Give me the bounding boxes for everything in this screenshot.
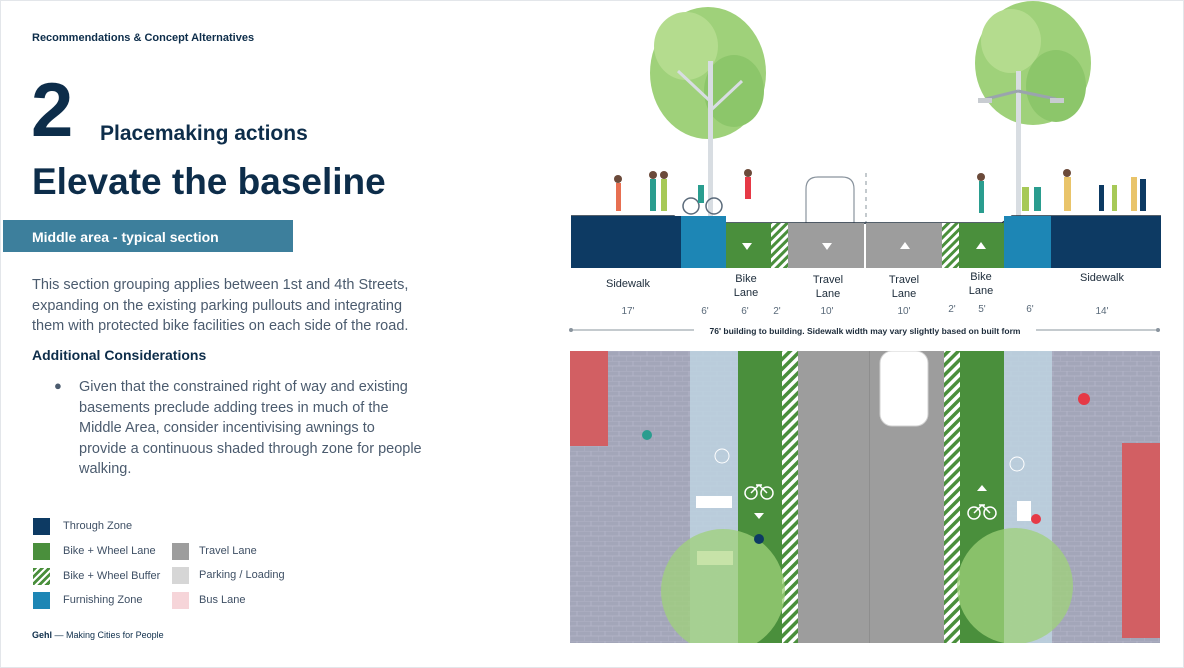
zone-width: 5' [978,304,986,315]
zone-width: 10' [820,306,834,317]
header-kicker: Recommendations & Concept Alternatives [32,32,255,44]
street-plan-view [570,351,1160,643]
zone-width: 6' [1026,304,1034,315]
legend-swatch [33,518,50,535]
people-illustration [614,169,1146,214]
zone-width: 10' [897,306,911,317]
zone-label-bike-right-1: Bike [970,271,992,283]
dimension-note: 76' building to building. Sidewalk width may vary slightly based on built form [709,326,1021,336]
zone-label-sidewalk-left: Sidewalk [605,278,651,290]
section-band-label: Middle area - typical section [32,229,219,245]
zone-bar-sidewalk-left [571,216,681,268]
zone-width: 2' [948,304,956,315]
zone-width: 17' [621,306,635,317]
zone-label-travel-left-2: Lane [815,288,841,300]
legend-label: Through Zone [63,520,133,532]
tree-right-illustration [975,1,1091,216]
plan-car [880,351,928,426]
zone-width: 6' [741,306,749,317]
section-band [3,220,293,252]
zone-width: 6' [701,306,709,317]
legend-swatch [172,543,189,560]
legend-label: Parking / Loading [199,569,285,581]
plan-travel-left [798,351,870,643]
legend-label: Furnishing Zone [63,594,143,606]
zone-bar-furnishing-left [681,216,726,268]
bullet-marker: ● [54,378,62,393]
legend-swatch [33,568,50,585]
body-paragraph: This section grouping applies between 1st and 4th Streets, expanding on the existing parking pullouts and integrating them with protected bike facilities on each side of the road. [32,277,409,334]
zone-bar-sidewalk-right [1051,216,1161,268]
legend-swatch [172,567,189,584]
zone-width: 2' [773,306,781,317]
zone-label-travel-right-1: Travel [888,274,920,286]
considerations-heading: Additional Considerations [32,347,207,363]
legend-swatch [33,592,50,609]
legend-label: Bike + Wheel Lane [63,545,156,557]
zone-label-travel-left-1: Travel [812,274,844,286]
plan-red-zone-left [570,351,608,446]
plan-buffer-right [944,351,960,643]
zone-bar-buffer-right [942,223,959,268]
footer [32,630,164,640]
section-number: 2 [31,68,74,153]
street-cross-section [566,1,1166,346]
consideration-item: Given that the constrained right of way and existing basements preclude adding trees in much of the Middle Area, consider incentivising awnings to provide a continuous shaded through zone for people walking. [79,379,422,477]
plan-tree-canopy-right [957,528,1073,643]
zone-label-bike-left-1: Bike [735,273,757,285]
legend-label: Bike + Wheel Buffer [63,570,161,582]
legend-label: Travel Lane [199,545,257,557]
footer-dash: — [54,630,64,640]
legend-swatch [172,592,189,609]
zone-label-sidewalk-right: Sidewalk [1079,272,1125,284]
legend-label: Bus Lane [199,594,246,606]
page-title: Elevate the baseline [32,161,386,202]
plan-red-zone-right [1122,443,1160,638]
zone-bar-buffer-left [771,223,788,268]
zone-width: 14' [1095,306,1109,317]
section-subtitle: Placemaking actions [100,122,308,145]
zone-label-bike-right-2: Lane [968,285,994,297]
zone-label-travel-right-2: Lane [891,288,917,300]
zone-bar-furnishing-right [1004,216,1051,268]
car-outline [806,177,854,223]
footer-tagline: Making Cities for People [66,630,164,640]
legend-swatch [33,543,50,560]
zone-label-bike-left-2: Lane [733,287,759,299]
footer-brand: Gehl [32,630,53,640]
